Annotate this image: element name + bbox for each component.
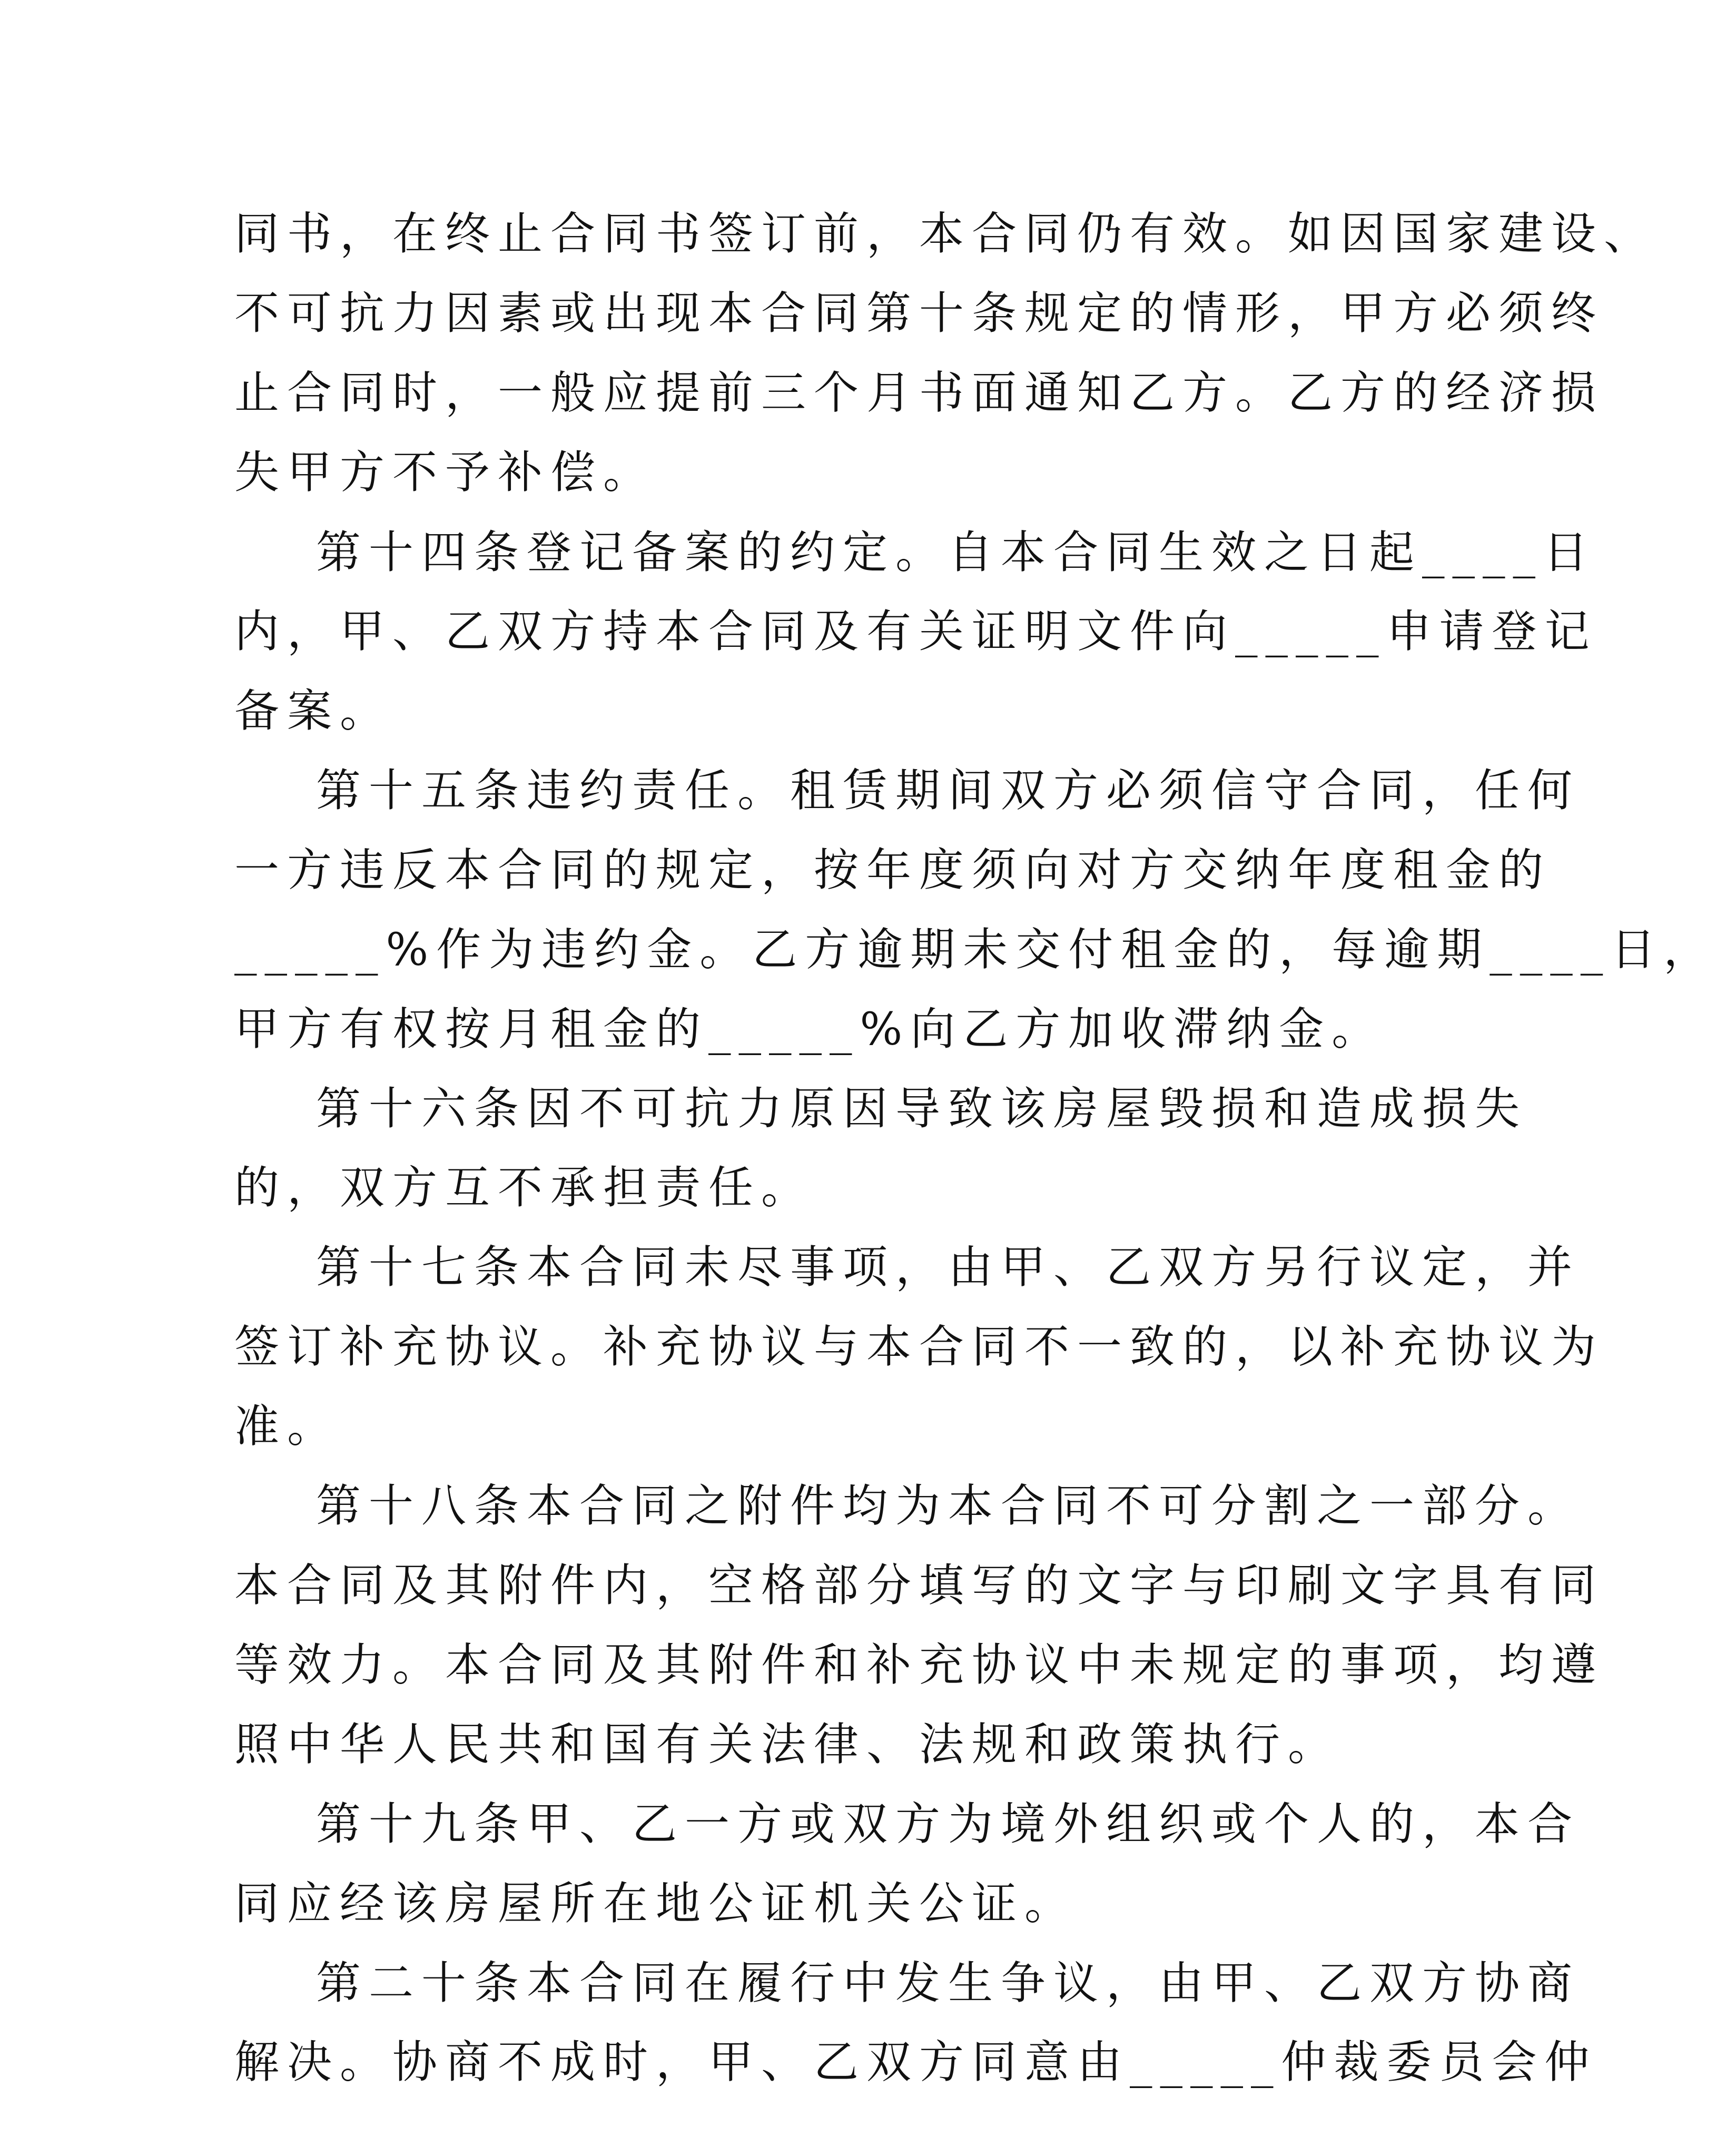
text-line: 同应经该房屋所在地公证机关公证。 — [234, 1878, 1078, 1930]
text-line: 备案。 — [234, 685, 393, 737]
text-line: 第二十条本合同在履行中发生争议，由甲、乙双方协商 — [316, 1957, 1581, 2010]
text-line: 照中华人民共和国有关法律、法规和政策执行。 — [234, 1719, 1341, 1771]
text-line: 第十四条登记备案的约定。自本合同生效之日起____日 — [316, 527, 1596, 579]
text-line: 准。 — [234, 1401, 340, 1453]
text-line: 解决。协商不成时，甲、乙双方同意由_____仲裁委员会仲 — [234, 2036, 1597, 2089]
text-line: 第十五条违约责任。租赁期间双方必须信守合同，任何 — [316, 765, 1581, 817]
text-line: 一方违反本合同的规定，按年度须向对方交纳年度租金的 — [234, 844, 1552, 897]
text-line: 甲方有权按月租金的_____%向乙方加收滞纳金。 — [234, 1003, 1385, 1056]
text-line: 失甲方不予补偿。 — [234, 447, 656, 499]
text-line: _____%作为违约金。乙方逾期未交付租金的，每逾期____日， — [234, 924, 1716, 976]
text-line: 止合同时，一般应提前三个月书面通知乙方。乙方的经济损 — [234, 367, 1604, 419]
text-line: 第十八条本合同之附件均为本合同不可分割之一部分。 — [316, 1480, 1581, 1532]
text-line: 第十七条本合同未尽事项，由甲、乙双方另行议定，并 — [316, 1242, 1581, 1294]
text-line: 第十九条甲、乙一方或双方为境外组织或个人的，本合 — [316, 1798, 1581, 1850]
text-line: 签订补充协议。补充协议与本合同不一致的，以补充协议为 — [234, 1321, 1604, 1373]
text-line: 第十六条因不可抗力原因导致该房屋毁损和造成损失 — [316, 1083, 1528, 1135]
text-line: 同书，在终止合同书签订前，本合同仍有效。如因国家建设、 — [234, 208, 1657, 260]
text-line: 的，双方互不承担责任。 — [234, 1162, 814, 1214]
text-line: 本合同及其附件内，空格部分填写的文字与印刷文字具有同 — [234, 1560, 1604, 1612]
text-line: 不可抗力因素或出现本合同第十条规定的情形，甲方必须终 — [234, 288, 1604, 340]
text-line: 内，甲、乙双方持本合同及有关证明文件向_____申请登记 — [234, 606, 1597, 658]
text-line: 等效力。本合同及其附件和补充协议中未规定的事项，均遵 — [234, 1639, 1604, 1691]
